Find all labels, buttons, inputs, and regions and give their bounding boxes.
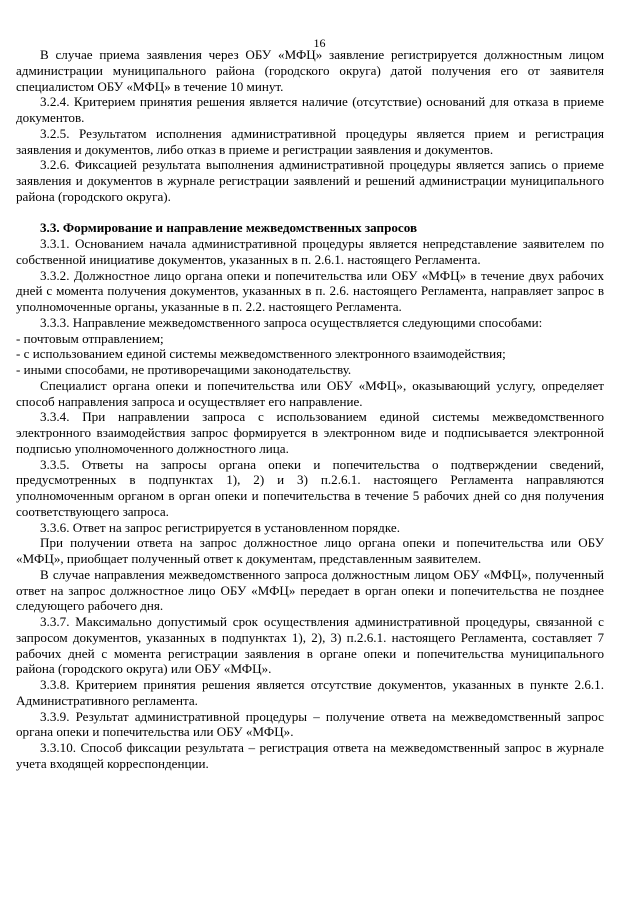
paragraph-3-3-8: 3.3.8. Критерием принятия решения является отсутствие документов, указанных в пункте 2.6.1. Административного регламента. — [16, 677, 604, 708]
paragraph-3-2-6: 3.2.6. Фиксацией результата выполнения административной процедуры является запись о приеме заявления и документов в журнале регистрации заявлений и решений администрации муниципального района (городского округа). — [16, 157, 604, 204]
paragraph-3-2-5: 3.2.5. Результатом исполнения административной процедуры является прием и регистрация заявления и документов, либо отказ в приеме и регистрации заявления и документов. — [16, 125, 604, 157]
paragraph-3-3-5: 3.3.5. Ответы на запросы органа опеки и попечительства о подтверждении сведений, предусмотренных в подпунктах 1), 2) и 3) п.2.6.1. настоящего Регламента направляются уполномоченным органом в орган опеки и попечительства в течение 5 рабочих дней со дня получения соответствующего запроса. — [16, 456, 604, 519]
section-heading-3-3: 3.3. Формирование и направление межведомственных запросов — [40, 220, 418, 236]
list-item-smev: - с использованием единой системы межведомственного электронного взаимодействия; — [16, 346, 506, 362]
paragraph-response-received: При получении ответа на запрос должностное лицо органа опеки и попечительства или ОБУ «МФЦ», приобщает полученный ответ к документам, представленным заявителем. — [16, 535, 604, 566]
paragraph-3-2-4: 3.2.4. Критерием принятия решения является наличие (отсутствие) оснований для отказа в приеме документов. — [16, 94, 604, 125]
paragraph-mfc-request: В случае направления межведомственного запроса должностным лицом ОБУ «МФЦ», полученный ответ на запрос должностное лицо ОБУ «МФЦ» передает в орган опеки и попечительства не позднее следующего рабочего дня. — [16, 566, 604, 614]
document-body — [16, 47, 604, 772]
paragraph-3-3-2: 3.3.2. Должностное лицо органа опеки и попечительства или ОБУ «МФЦ» в течение двух рабочих дней с момента получения документов, указанных в п. 2.6. настоящего Регламента, направляет запрос в уполномоченные органы, указанные в п. 2.2. настоящего Регламента. — [16, 267, 604, 314]
paragraph-3-3-7: 3.3.7. Максимально допустимый срок осуществления административной процедуры, связанной с запросом документов, указанных в подпунктах 1), 2), 3) п.2.6.1. настоящего Регламента, составляет 7 рабочих дней с момента регистрации заявления в органе опеки и попечительства муниципального района (городского округа) или ОБУ «МФЦ». — [16, 614, 604, 677]
paragraph-3-3-9: 3.3.9. Результат административной процедуры – получение ответа на межведомственный запрос органа опеки и попечительства или ОБУ «МФЦ». — [16, 708, 604, 740]
paragraph-3-3-4: 3.3.4. При направлении запроса с использованием единой системы межведомственного электронного взаимодействия запрос формируется в электронном виде и подписывается электронной подписью уполномоченного должностного лица. — [16, 409, 604, 456]
paragraph-3-3-6: 3.3.6. Ответ на запрос регистрируется в установленном порядке. — [40, 519, 400, 535]
page-number: 16 — [313, 36, 326, 50]
paragraph-3-3-3: 3.3.3. Направление межведомственного запроса осуществляется следующими способами: — [40, 314, 543, 330]
paragraph-3-3-1: 3.3.1. Основанием начала административной процедуры является непредставление заявителем по собственной инициативе документов, указанных в п. 2.6.1. настоящего Регламента. — [16, 236, 604, 267]
list-item-postal: - почтовым отправлением; — [16, 330, 164, 346]
paragraph-mfc-registration: В случае приема заявления через ОБУ «МФЦ» заявление регистрируется должностным лицом администрации муниципального района (городского округа) датой получения его от заявителя специалистом ОБУ «МФЦ» в течение 10 минут. — [16, 47, 604, 94]
list-item-other: - иными способами, не противоречащими законодательству. — [16, 362, 352, 377]
paragraph-3-3-10: 3.3.10. Способ фиксации результата – регистрация ответа на межведомственный запрос в журнале учета входящей корреспонденции. — [16, 740, 604, 771]
paragraph-specialist: Специалист органа опеки и попечительства или ОБУ «МФЦ», оказывающий услугу, определяет способ направления запроса и осуществляет его направление. — [16, 377, 604, 409]
